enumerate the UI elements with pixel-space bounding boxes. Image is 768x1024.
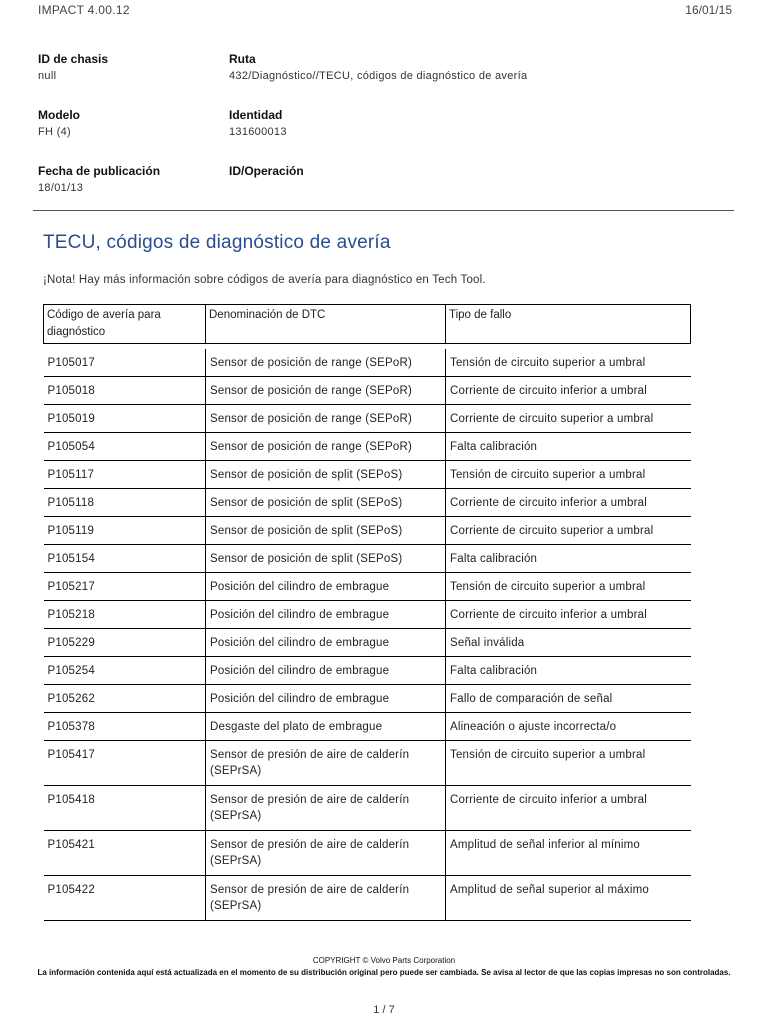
table-row xyxy=(44,786,691,831)
dtc-name-cell: Sensor de presión de aire de calderín (SEPrSA) xyxy=(206,831,446,876)
dtc-name-cell: Desgaste del plato de embrague xyxy=(206,713,446,741)
dtc-code-cell: P105218 xyxy=(44,601,206,629)
table-row xyxy=(44,433,691,461)
fault-type-cell: Corriente de circuito inferior a umbral xyxy=(446,601,691,629)
dtc-name-cell: Posición del cilindro de embrague xyxy=(206,685,446,713)
route-label: Ruta xyxy=(229,52,256,66)
table-row xyxy=(44,657,691,685)
dtc-table xyxy=(43,304,691,921)
chassis-label: ID de chasis xyxy=(38,52,109,66)
page-header xyxy=(0,0,768,22)
dtc-code-cell: P105229 xyxy=(44,629,206,657)
table-row xyxy=(44,685,691,713)
table-row xyxy=(44,876,691,921)
fault-type-cell: Corriente de circuito inferior a umbral xyxy=(446,489,691,517)
fault-type-cell: Amplitud de señal inferior al mínimo xyxy=(446,831,691,876)
dtc-code-cell: P105254 xyxy=(44,657,206,685)
dtc-name-cell: Sensor de posición de range (SEPoR) xyxy=(206,433,446,461)
fault-type-cell: Corriente de circuito superior a umbral xyxy=(446,405,691,433)
meta-row-model-identity xyxy=(38,108,738,164)
dtc-name-cell: Posición del cilindro de embrague xyxy=(206,629,446,657)
identity-label: Identidad xyxy=(229,108,283,122)
dtc-table-body xyxy=(44,344,691,921)
header-divider xyxy=(33,210,734,211)
route-value: 432/Diagnóstico//TECU, códigos de diagnóstico de avería xyxy=(229,70,528,82)
dtc-code-cell: P105421 xyxy=(44,831,206,876)
tech-tool-note: ¡Nota! Hay más información sobre códigos de avería para diagnóstico en Tech Tool. xyxy=(43,274,486,286)
dtc-code-cell: P105017 xyxy=(44,349,206,377)
fault-type-cell: Tensión de circuito superior a umbral xyxy=(446,349,691,377)
dtc-name-cell: Sensor de posición de range (SEPoR) xyxy=(206,349,446,377)
dtc-code-cell: P105418 xyxy=(44,786,206,831)
dtc-name-cell: Posición del cilindro de embrague xyxy=(206,601,446,629)
identity-value: 131600013 xyxy=(229,126,287,138)
fault-type-cell: Tensión de circuito superior a umbral xyxy=(446,461,691,489)
dtc-code-cell: P105417 xyxy=(44,741,206,786)
chassis-value: null xyxy=(38,70,57,82)
header-fault-type: Tipo de fallo xyxy=(446,305,691,344)
dtc-code-cell: P105262 xyxy=(44,685,206,713)
dtc-code-cell: P105117 xyxy=(44,461,206,489)
table-row xyxy=(44,741,691,786)
pubdate-value: 18/01/13 xyxy=(38,182,84,194)
dtc-name-cell: Posición del cilindro de embrague xyxy=(206,573,446,601)
dtc-code-cell: P105119 xyxy=(44,517,206,545)
dtc-code-cell: P105154 xyxy=(44,545,206,573)
table-row xyxy=(44,831,691,876)
table-row xyxy=(44,377,691,405)
table-row xyxy=(44,601,691,629)
dtc-code-cell: P105118 xyxy=(44,489,206,517)
page-footer xyxy=(0,955,768,979)
dtc-name-cell: Sensor de posición de split (SEPoS) xyxy=(206,461,446,489)
table-row xyxy=(44,517,691,545)
fault-type-cell: Alineación o ajuste incorrecta/o xyxy=(446,713,691,741)
fault-type-cell: Falta calibración xyxy=(446,433,691,461)
print-date: 16/01/15 xyxy=(685,3,732,17)
document-title: TECU, códigos de diagnóstico de avería xyxy=(43,232,391,253)
table-row xyxy=(44,461,691,489)
dtc-name-cell: Posición del cilindro de embrague xyxy=(206,657,446,685)
dtc-name-cell: Sensor de presión de aire de calderín (SEPrSA) xyxy=(206,876,446,921)
header-dtc-code: Código de avería para diagnóstico xyxy=(44,305,206,344)
page-number: 1 / 7 xyxy=(373,1004,395,1016)
fault-type-cell: Corriente de circuito inferior a umbral xyxy=(446,786,691,831)
fault-type-cell: Amplitud de señal superior al máximo xyxy=(446,876,691,921)
table-row xyxy=(44,489,691,517)
fault-type-cell: Corriente de circuito superior a umbral xyxy=(446,517,691,545)
copyright-text: COPYRIGHT © Volvo Parts Corporation xyxy=(312,956,456,965)
table-header-row xyxy=(44,305,691,344)
disclaimer-text: La información contenida aquí está actualizada en el momento de su distribución original pero puede ser cambiada. Se avisa al lector de que las copias impresas no son controladas. xyxy=(37,968,731,977)
table-row xyxy=(44,405,691,433)
dtc-code-cell: P105018 xyxy=(44,377,206,405)
dtc-name-cell: Sensor de posición de split (SEPoS) xyxy=(206,517,446,545)
fault-type-cell: Fallo de comparación de señal xyxy=(446,685,691,713)
dtc-code-cell: P105054 xyxy=(44,433,206,461)
operation-label: ID/Operación xyxy=(229,164,304,178)
fault-type-cell: Corriente de circuito inferior a umbral xyxy=(446,377,691,405)
dtc-name-cell: Sensor de posición de range (SEPoR) xyxy=(206,405,446,433)
fault-type-cell: Señal inválida xyxy=(446,629,691,657)
model-value: FH (4) xyxy=(38,126,71,138)
pubdate-label: Fecha de publicación xyxy=(38,164,161,178)
fault-type-cell: Tensión de circuito superior a umbral xyxy=(446,573,691,601)
meta-row-chassis-route xyxy=(38,52,738,108)
table-row xyxy=(44,629,691,657)
header-dtc-name: Denominación de DTC xyxy=(206,305,446,344)
meta-row-date-operation xyxy=(38,164,738,220)
fault-type-cell: Falta calibración xyxy=(446,657,691,685)
dtc-code-cell: P105378 xyxy=(44,713,206,741)
fault-type-cell: Falta calibración xyxy=(446,545,691,573)
dtc-name-cell: Sensor de presión de aire de calderín (SEPrSA) xyxy=(206,786,446,831)
dtc-name-cell: Sensor de posición de split (SEPoS) xyxy=(206,545,446,573)
table-row xyxy=(44,349,691,377)
dtc-name-cell: Sensor de posición de range (SEPoR) xyxy=(206,377,446,405)
app-title: IMPACT 4.00.12 xyxy=(38,3,130,17)
dtc-code-cell: P105422 xyxy=(44,876,206,921)
table-row xyxy=(44,573,691,601)
model-label: Modelo xyxy=(38,108,80,122)
dtc-name-cell: Sensor de presión de aire de calderín (SEPrSA) xyxy=(206,741,446,786)
dtc-code-cell: P105217 xyxy=(44,573,206,601)
dtc-name-cell: Sensor de posición de split (SEPoS) xyxy=(206,489,446,517)
table-row xyxy=(44,545,691,573)
dtc-code-cell: P105019 xyxy=(44,405,206,433)
document-metadata xyxy=(38,52,738,220)
table-row xyxy=(44,713,691,741)
fault-type-cell: Tensión de circuito superior a umbral xyxy=(446,741,691,786)
